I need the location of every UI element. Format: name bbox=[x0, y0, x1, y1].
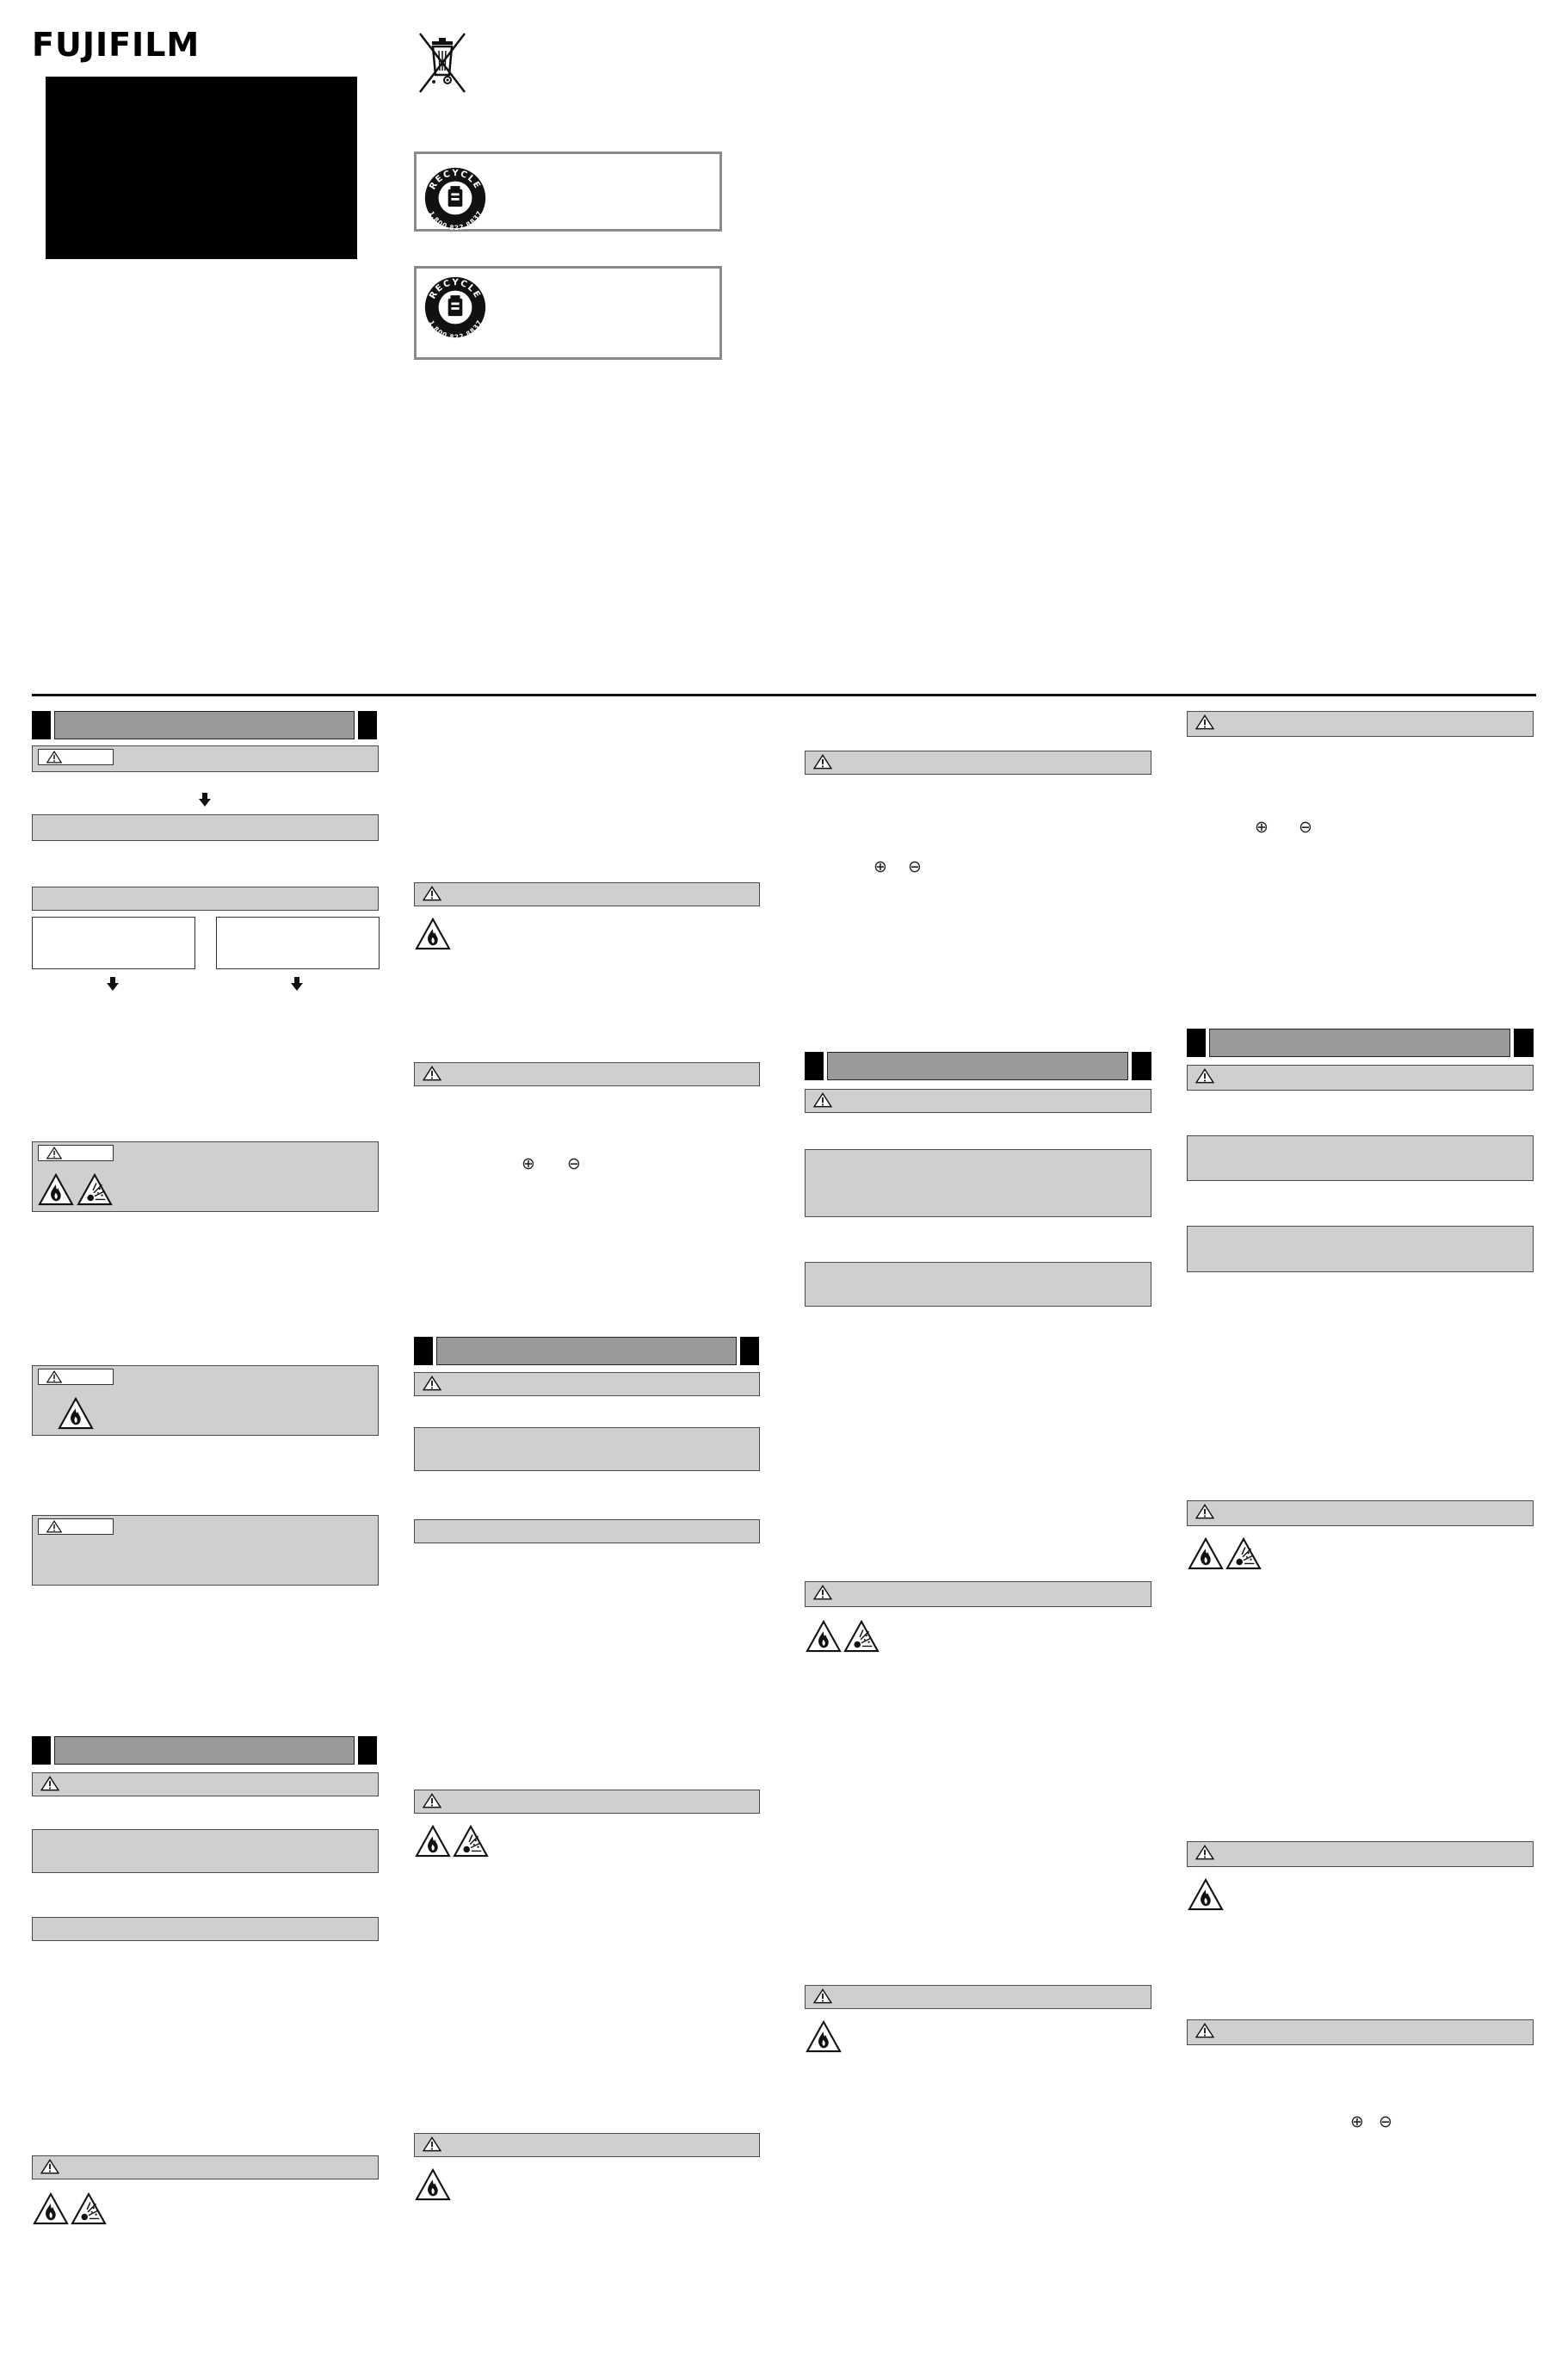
diagram-box bbox=[32, 917, 195, 969]
info-bar bbox=[414, 1427, 760, 1471]
section-marker bbox=[358, 1736, 377, 1765]
plus-symbol: ⊕ bbox=[874, 857, 887, 876]
explosion-hazard-icon bbox=[71, 2192, 107, 2225]
warning-bar bbox=[1187, 1500, 1534, 1526]
danger-box bbox=[32, 1515, 379, 1586]
brand-logo: FUJIFILM bbox=[32, 26, 201, 64]
warning-bar bbox=[1187, 2019, 1534, 2045]
warning-triangle-icon bbox=[46, 1520, 63, 1533]
info-bar bbox=[1187, 1135, 1534, 1181]
warning-triangle-icon bbox=[46, 1370, 63, 1383]
warning-label bbox=[38, 1369, 114, 1385]
section-marker bbox=[1514, 1029, 1534, 1057]
fire-hazard-icon bbox=[1188, 1537, 1224, 1570]
recycle-seal-icon bbox=[421, 166, 490, 230]
down-arrow-icon bbox=[198, 792, 212, 807]
section-marker bbox=[358, 711, 377, 739]
danger-box bbox=[32, 1141, 379, 1212]
warning-bar bbox=[414, 882, 760, 906]
recycle-seal-bottom-text: 1.800.822.8837 bbox=[427, 318, 484, 339]
section-marker bbox=[1132, 1052, 1151, 1080]
diagram-box bbox=[216, 917, 380, 969]
warning-triangle-icon bbox=[423, 1376, 441, 1391]
minus-symbol: ⊖ bbox=[1379, 2112, 1392, 2131]
recycle-box bbox=[414, 266, 722, 360]
section-header bbox=[1209, 1029, 1510, 1057]
section-marker bbox=[414, 1337, 433, 1365]
info-bar bbox=[32, 814, 379, 841]
explosion-hazard-icon bbox=[843, 1620, 880, 1653]
warning-triangle-icon bbox=[813, 1988, 832, 2004]
plus-symbol: ⊕ bbox=[522, 1154, 535, 1173]
warning-triangle-icon bbox=[423, 886, 441, 901]
fire-hazard-icon bbox=[415, 2168, 451, 2201]
recycle-seal-bottom-text: 1.800.822.8837 bbox=[427, 209, 484, 230]
warning-triangle-icon bbox=[813, 754, 832, 770]
warning-bar bbox=[32, 745, 379, 772]
warning-bar bbox=[805, 1089, 1151, 1113]
fire-hazard-icon bbox=[806, 2020, 842, 2053]
title-block bbox=[46, 77, 357, 259]
down-arrow-icon bbox=[106, 976, 120, 992]
explosion-hazard-icon bbox=[1225, 1537, 1262, 1570]
section-header bbox=[827, 1052, 1128, 1080]
warning-bar bbox=[1187, 1065, 1534, 1091]
info-bar bbox=[32, 1917, 379, 1941]
warning-triangle-icon bbox=[423, 1793, 441, 1808]
fire-hazard-icon bbox=[415, 1825, 451, 1858]
warning-triangle-icon bbox=[46, 1147, 63, 1159]
recycle-seal-top-text: RECYCLE bbox=[428, 168, 483, 192]
warning-label bbox=[38, 749, 114, 765]
warning-bar bbox=[1187, 711, 1534, 737]
warning-bar bbox=[1187, 1841, 1534, 1867]
section-header bbox=[54, 1736, 355, 1765]
minus-symbol: ⊖ bbox=[908, 857, 922, 876]
fire-hazard-icon bbox=[1188, 1878, 1224, 1911]
warning-triangle-icon bbox=[1195, 1845, 1214, 1860]
warning-bar bbox=[805, 751, 1151, 775]
section-rule bbox=[32, 694, 1536, 696]
warning-triangle-icon bbox=[423, 2136, 441, 2152]
info-bar bbox=[32, 1829, 379, 1873]
fire-hazard-icon bbox=[58, 1397, 94, 1430]
warning-triangle-icon bbox=[813, 1092, 832, 1108]
down-arrow-icon bbox=[290, 976, 304, 992]
section-marker bbox=[740, 1337, 759, 1365]
warning-label bbox=[38, 1145, 114, 1161]
warning-triangle-icon bbox=[40, 1776, 59, 1791]
warning-bar bbox=[32, 2155, 379, 2179]
recycle-seal-icon bbox=[421, 275, 490, 339]
info-bar bbox=[1187, 1226, 1534, 1272]
warning-triangle-icon bbox=[1195, 1068, 1214, 1084]
warning-bar bbox=[414, 1062, 760, 1086]
fire-hazard-icon bbox=[415, 918, 451, 950]
warning-bar bbox=[414, 1372, 760, 1396]
warning-triangle-icon bbox=[813, 1585, 832, 1600]
fire-hazard-icon bbox=[38, 1173, 74, 1206]
section-marker bbox=[32, 1736, 51, 1765]
info-bar bbox=[805, 1149, 1151, 1217]
crossed-bin-icon bbox=[415, 32, 471, 95]
info-bar bbox=[32, 887, 379, 911]
plus-symbol: ⊕ bbox=[1350, 2112, 1364, 2131]
plus-symbol: ⊕ bbox=[1255, 818, 1269, 837]
warning-bar bbox=[414, 1790, 760, 1814]
warning-triangle-icon bbox=[1195, 714, 1214, 730]
warning-triangle-icon bbox=[40, 2159, 59, 2174]
explosion-hazard-icon bbox=[77, 1173, 113, 1206]
warning-bar bbox=[32, 1772, 379, 1796]
section-header bbox=[436, 1337, 737, 1365]
explosion-hazard-icon bbox=[453, 1825, 489, 1858]
recycle-seal-top-text: RECYCLE bbox=[428, 277, 483, 301]
warning-triangle-icon bbox=[423, 1066, 441, 1081]
minus-symbol: ⊖ bbox=[567, 1154, 581, 1173]
warning-triangle-icon bbox=[46, 751, 63, 764]
warning-bar bbox=[805, 1985, 1151, 2009]
warning-bar bbox=[805, 1581, 1151, 1607]
section-marker bbox=[1187, 1029, 1206, 1057]
minus-symbol: ⊖ bbox=[1299, 818, 1312, 837]
warning-triangle-icon bbox=[1195, 2023, 1214, 2038]
fire-hazard-icon bbox=[806, 1620, 842, 1653]
recycle-box bbox=[414, 151, 722, 232]
fire-hazard-icon bbox=[33, 2192, 69, 2225]
danger-box bbox=[32, 1365, 379, 1436]
section-marker bbox=[805, 1052, 824, 1080]
warning-triangle-icon bbox=[1195, 1504, 1214, 1519]
section-marker bbox=[32, 711, 51, 739]
info-bar bbox=[805, 1262, 1151, 1307]
section-header bbox=[54, 711, 355, 739]
info-bar bbox=[414, 1519, 760, 1543]
warning-label bbox=[38, 1518, 114, 1535]
warning-bar bbox=[414, 2133, 760, 2157]
